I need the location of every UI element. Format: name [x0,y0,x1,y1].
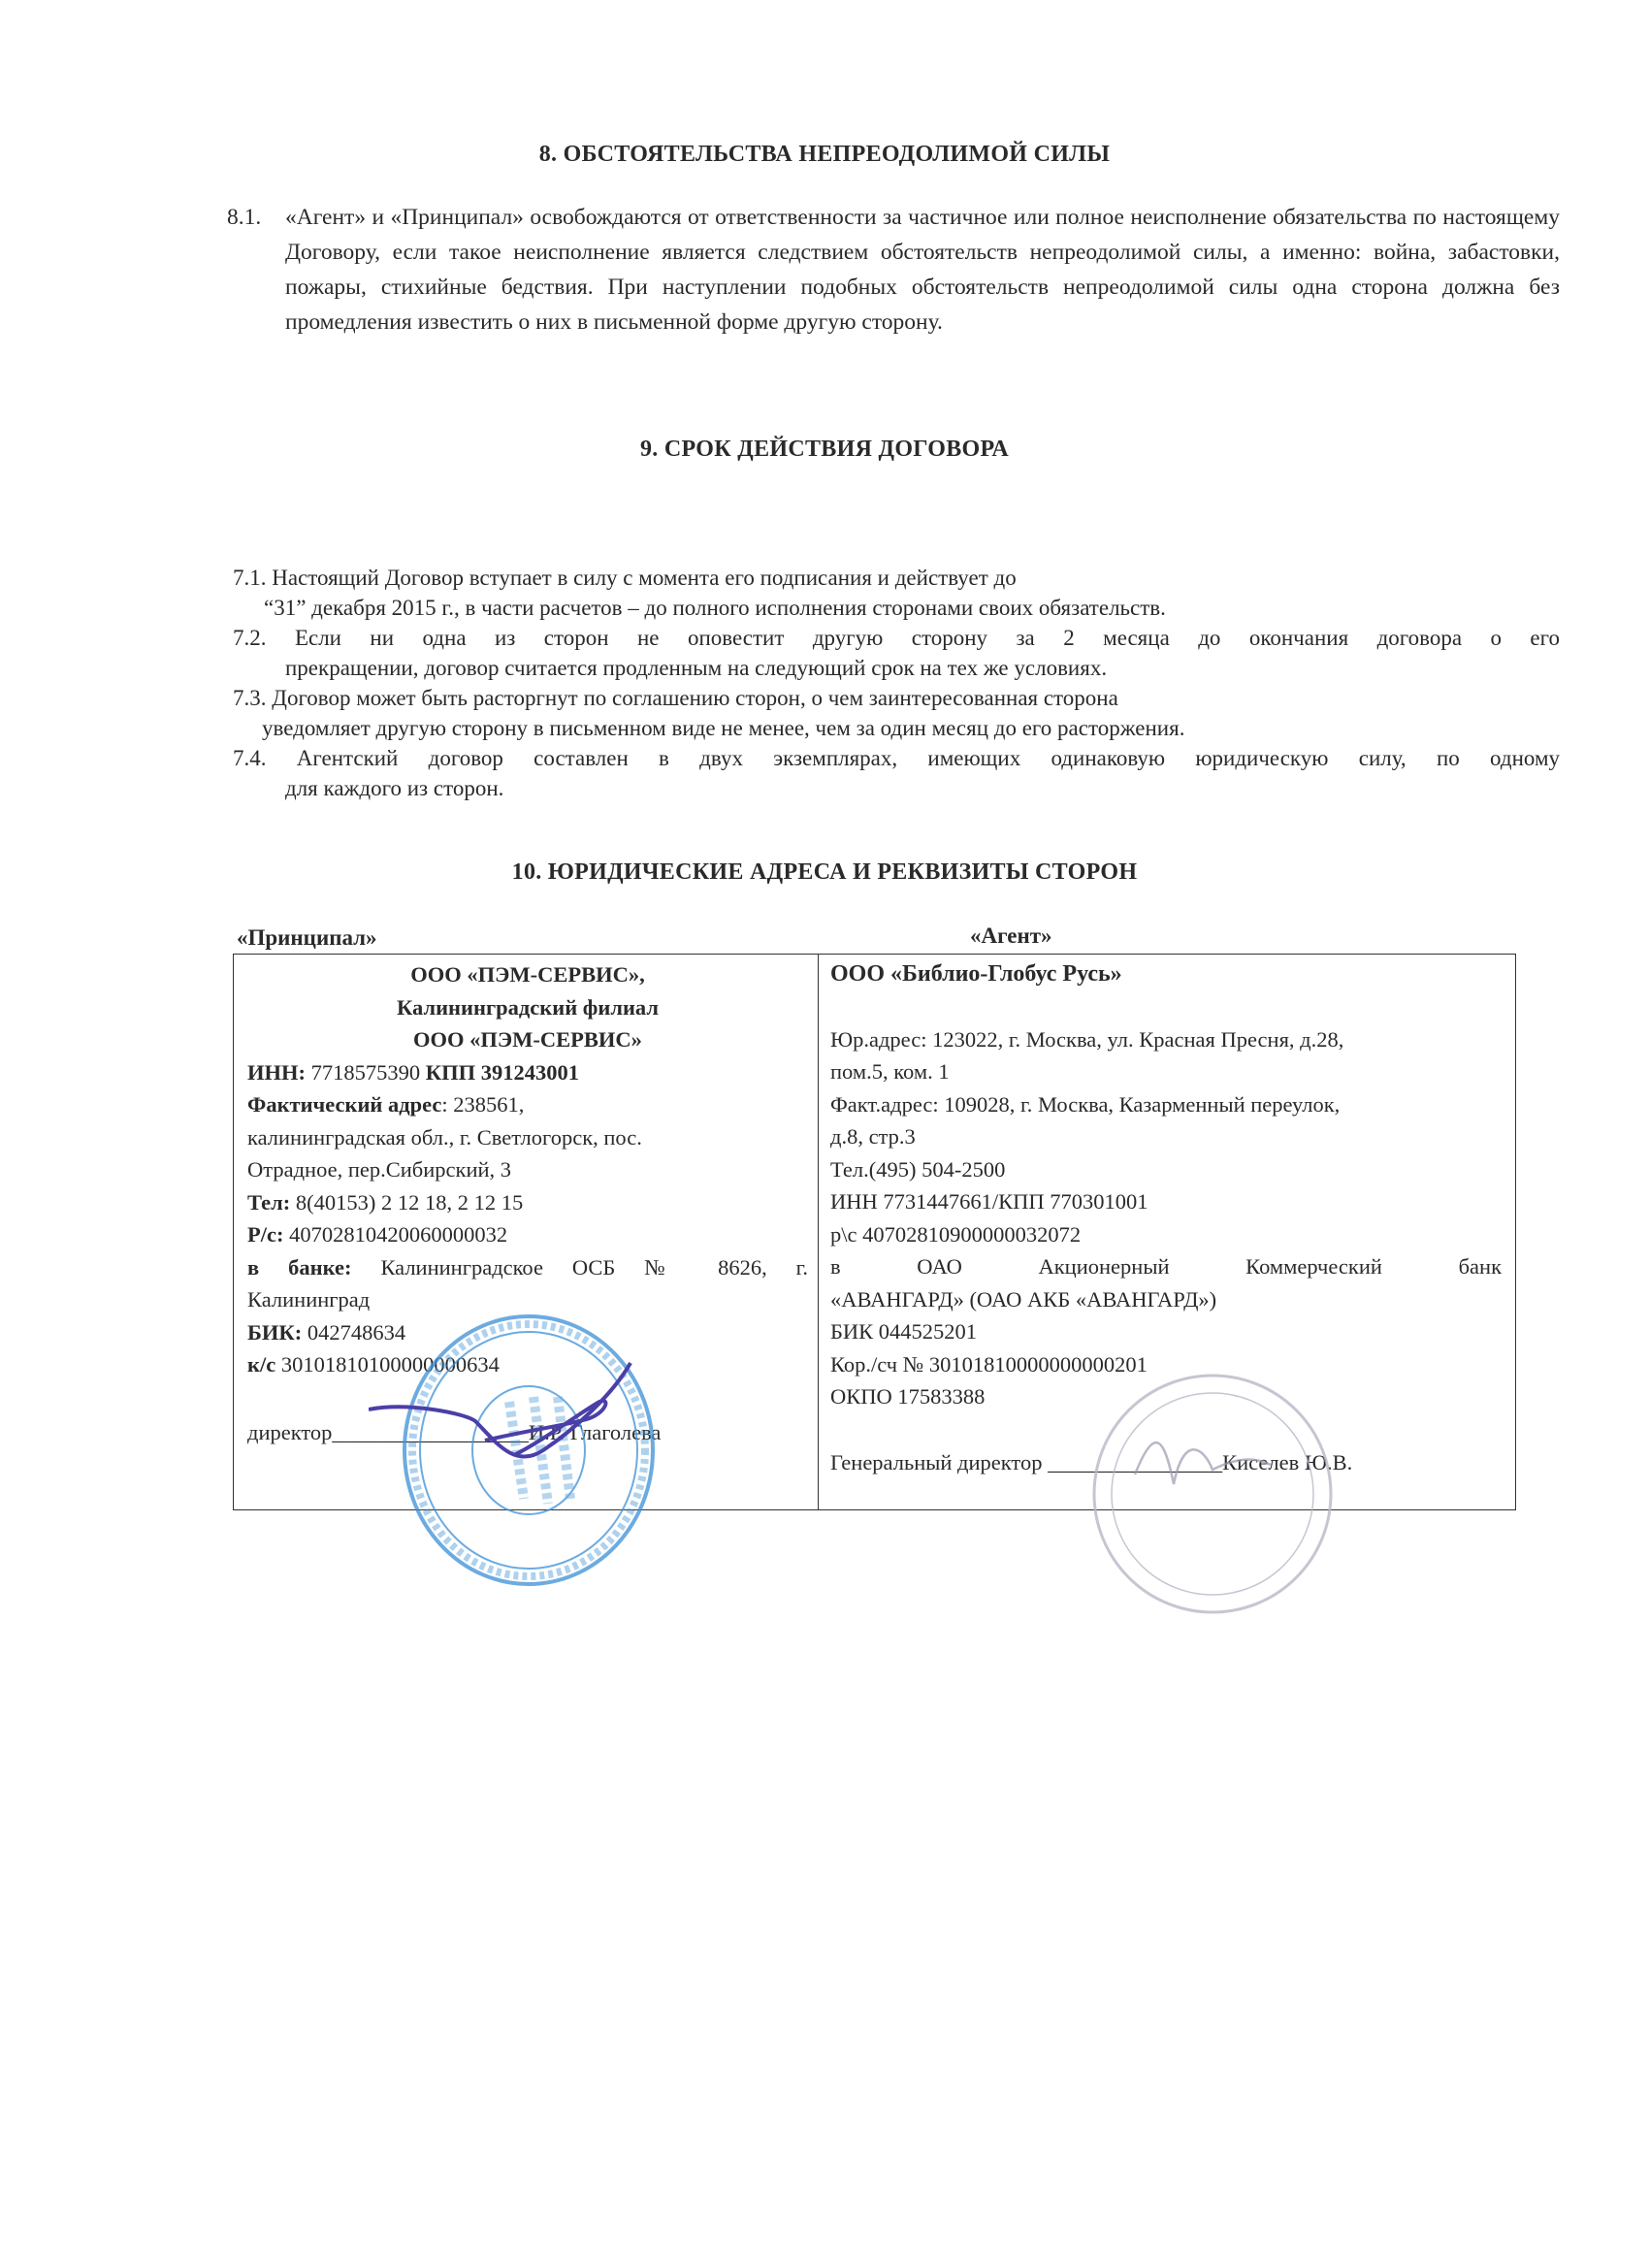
kpp: КПП 391243001 [425,1059,579,1085]
agent-bik: БИК 044525201 [830,1319,978,1344]
section-9-title: 9. СРОК ДЕЙСТВИЯ ДОГОВОРА [639,437,1010,462]
agent-okpo: ОКПО 17583388 [830,1384,986,1409]
principal-requisites [234,955,819,1510]
section-8-body [227,200,1560,340]
clause-text: «Агент» и «Принципал» освобождаются от ответственности за частичное или полное неисполнение обязательства по настоящему Договору, если такое неисполнение является следствием обстоятельств непреодолимой силы, а именно: война, забастовки, пожары, стихийные бедствия. При наступлении подобных обстоятельств непреодолимой силы одна сторона должна без промедления известить о них в письменной форме другую сторону. [285,205,1560,335]
tel-label: Тел: [247,1189,291,1215]
clause-number: 8.1. [227,205,262,230]
bank-value: Калининградское ОСБ № 8626, г. [380,1254,808,1280]
clause-text: Договор может быть расторгнут по соглашению сторон, о чем заинтересованная сторона [272,686,1118,710]
principal-address [247,1088,808,1121]
clause-7-3 [233,683,1560,743]
agent-requisites [819,955,1516,1510]
principal-tel [247,1186,808,1219]
signer-role: Генеральный директор [830,1449,1043,1474]
account-label: Р/с: [247,1222,284,1247]
principal-branch: Калининградский филиал [397,994,659,1020]
bik-label: БИК: [247,1319,303,1345]
agent-actual-address-cont: д.8, стр.3 [830,1124,916,1149]
clause-text: Агентский договор составлен в двух экземплярах, имеющих одинаковую юридическую силу, по одному [296,746,1560,770]
principal-name: ООО «ПЭМ-СЕРВИС», [410,962,645,987]
address-label: Фактический адрес [247,1092,442,1117]
agent-inn-kpp: ИНН 7731447661/КПП 770301001 [830,1189,1148,1214]
clause-text: Настоящий Договор вступает в силу с момента его подписания и действует до [272,566,1017,590]
agent-label: «Агент» [970,923,1052,948]
bik-value: 042748634 [302,1319,406,1345]
signer-name: И.Р. Глаголева [528,1419,662,1444]
requisites-table [233,954,1516,1510]
address-line: Отрадное, пер.Сибирский, 3 [247,1157,512,1182]
agent-legal-address: Юр.адрес: 123022, г. Москва, ул. Красная Пресня, д.28, [830,1026,1344,1052]
agent-legal-address-cont: пом.5, ком. 1 [830,1059,950,1084]
agent-signature-line [830,1446,1502,1479]
clause-number: 7.3. [233,686,267,710]
principal-corr-account [247,1348,808,1381]
clause-7-2 [233,623,1560,683]
corr-account-label: к/с [247,1352,276,1377]
principal-label: «Принципал» [237,925,377,950]
clause-text-cont: прекращении, договор считается продленным на следующий срок на тех же условиях. [285,656,1108,680]
principal-inn [247,1056,808,1089]
clause-7-1 [233,563,1560,623]
clause-number: 7.1. [233,566,267,590]
agent-account: р\с 40702810900000032072 [830,1221,1082,1247]
clause-text: Если ни одна из сторон не оповестит другую сторону за 2 месяца до окончания договора о его [294,626,1560,650]
clause-text-cont: для каждого из сторон. [285,776,504,800]
account-value: 40702810420060000032 [283,1222,508,1247]
tel-value: 8(40153) 2 12 18, 2 12 15 [290,1189,524,1215]
principal-bank [247,1251,808,1284]
agent-tel: Тел.(495) 504-2500 [830,1156,1006,1182]
bank-city: Калининград [247,1287,371,1312]
clause-7-4 [233,743,1560,803]
bank-label: в банке: [247,1254,352,1280]
principal-name-2: ООО «ПЭМ-СЕРВИС» [413,1027,642,1052]
clause-number: 7.4. [233,746,267,770]
agent-actual-address: Факт.адрес: 109028, г. Москва, Казарменный переулок, [830,1091,1341,1117]
principal-signature-line [247,1416,808,1449]
agent-bank: в ОАО Акционерный Коммерческий банк [830,1254,1502,1279]
inn-value: 7718575390 [306,1059,426,1085]
clause-8-1 [227,200,1560,340]
clause-number: 7.2. [233,626,267,650]
agent-corr-account: Кор./сч № 30101810000000000201 [830,1351,1148,1377]
agent-name: ООО «Библио-Глобус Русь» [830,961,1122,987]
signer-name: Киселев Ю.В. [1222,1449,1353,1474]
address-line: калининградская обл., г. Светлогорск, пос. [247,1124,642,1150]
signature-blank: __________________ [332,1419,529,1444]
address-value: : 238561, [441,1092,525,1117]
section-8-title: 8. ОБСТОЯТЕЛЬСТВА НЕПРЕОДОЛИМОЙ СИЛЫ [538,142,1111,167]
signature-blank: ________________ [1048,1449,1223,1474]
section-10-title: 10. ЮРИДИЧЕСКИЕ АДРЕСА И РЕКВИЗИТЫ СТОРОН [511,859,1138,885]
principal-account [247,1218,808,1251]
section-9-body [233,563,1560,803]
agent-bank-name: «АВАНГАРД» (ОАО АКБ «АВАНГАРД») [830,1286,1217,1312]
inn-label: ИНН: [247,1059,306,1085]
corr-account-value: 30101810100000000634 [275,1352,500,1377]
principal-bik [247,1316,808,1349]
clause-text-cont: уведомляет другую сторону в письменном виде не менее, чем за один месяц до его расторжения. [262,716,1185,740]
signer-role: директор [247,1419,333,1444]
clause-text-cont: “31” декабря 2015 г., в части расчетов – до полного исполнения сторонами своих обязательств. [264,596,1166,620]
